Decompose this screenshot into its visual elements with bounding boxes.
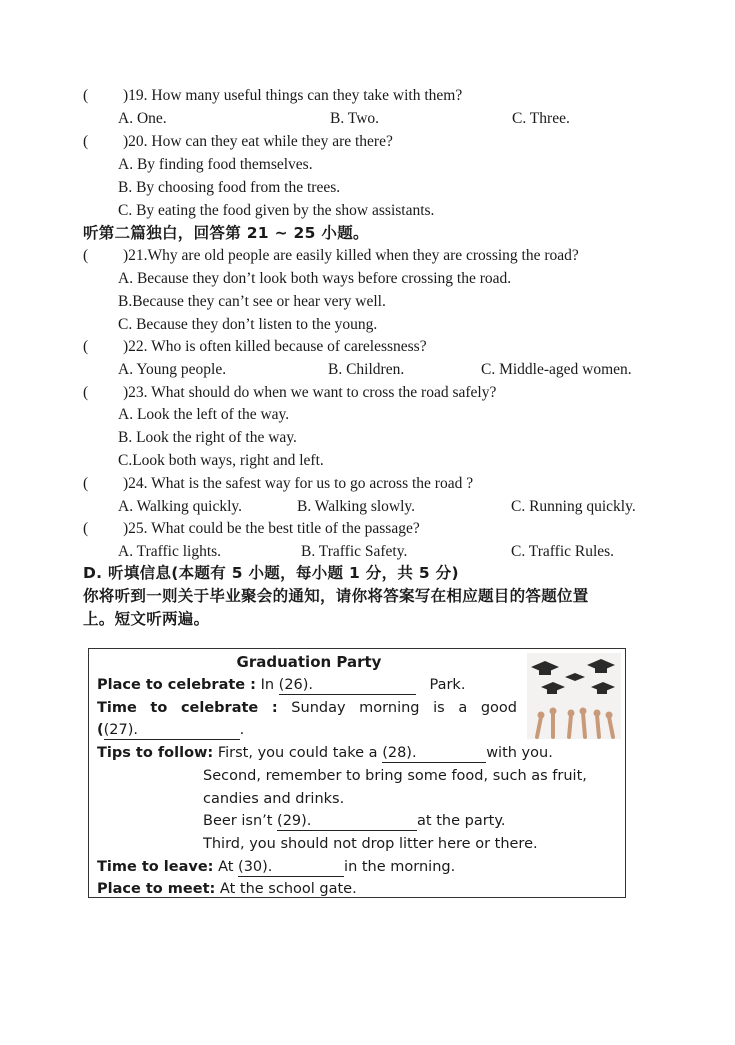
option-b: B.Because they can’t see or hear very well. [118, 293, 386, 310]
tips-second-line-1: Second, remember to bring some food, such as fruit, [203, 768, 587, 784]
time-to-celebrate-line: Time to celebrate : Sunday morning is a good [97, 700, 517, 716]
meet-label: Place to meet: [97, 881, 216, 897]
option-a: A. Look the left of the way. [118, 406, 290, 423]
question-20: ( )20. How can they eat while they are there? [83, 133, 393, 150]
option-a: A. Young people. [118, 361, 227, 378]
question-text: )24. What is the safest way for us to go across the road ? [123, 475, 474, 492]
place-to-celebrate-line: Place to celebrate : In (26). Park. [97, 677, 466, 693]
option-a: A. Traffic lights. [118, 543, 222, 560]
answer-paren[interactable]: ( [83, 384, 89, 401]
option-a: A. Because they don’t look both ways before crossing the road. [118, 270, 512, 287]
option-b: B. By choosing food from the trees. [118, 179, 341, 196]
notice-title: Graduation Party [236, 653, 382, 671]
question-22 [83, 337, 427, 357]
option-a: A. One. [118, 110, 167, 127]
option-b: B. Look the right of the way. [118, 429, 297, 446]
blank-29[interactable]: (29). [277, 813, 417, 831]
option-c: C. Three. [512, 110, 570, 127]
option-c: C. Running quickly. [511, 498, 636, 515]
option-b: B. Children. [328, 361, 405, 378]
section-d-instruction-2: 上。短文听两遍。 [83, 610, 210, 628]
answer-paren[interactable]: ( [83, 247, 89, 264]
question-text: )23. What should do when we want to cross the road safely? [123, 384, 497, 401]
option-c: C. Traffic Rules. [511, 543, 615, 560]
question-19: ( )19. How many useful things can they take with them? [83, 87, 463, 104]
time-blank-line: ((27). . [97, 722, 245, 738]
question-text: How can they eat while they are there? [151, 133, 393, 150]
section-d-heading: D. 听填信息(本题有 5 小题，每小题 1 分，共 5 分) [83, 564, 459, 582]
section-d-instruction-1: 你将听到一则关于毕业聚会的通知，请你将答案写在相应题目的答题位置 [83, 587, 589, 605]
options-24 [118, 497, 658, 517]
option-b: B. Walking slowly. [297, 498, 416, 515]
time-to-leave-line: Time to leave: At (30). in the morning. [97, 859, 456, 875]
option-c: C.Look both ways, right and left. [118, 452, 324, 469]
answer-paren[interactable]: ( [83, 133, 89, 150]
place-label: Place to celebrate : [97, 677, 256, 693]
question-25 [83, 519, 420, 539]
question-text: )25. What could be the best title of the passage? [123, 520, 420, 537]
place-to-meet-line: Place to meet: At the school gate. [97, 881, 357, 897]
graduation-party-notice [88, 648, 626, 898]
tips-third-line: Third, you should not drop litter here or there. [203, 836, 538, 852]
blank-26[interactable]: (26). [279, 677, 416, 695]
tips-line: Tips to follow: First, you could take a (28). with you. [97, 745, 553, 761]
beer-line: Beer isn’t (29). at the party. [203, 813, 506, 829]
option-b: B. Two. [330, 110, 380, 127]
answer-paren[interactable]: ( [83, 520, 89, 537]
graduation-caps-icon [527, 653, 621, 739]
option-c: C. By eating the food given by the show assistants. [118, 202, 435, 219]
question-24 [83, 474, 473, 494]
question-text: )21.Why are old people are easily killed when they are crossing the road? [123, 247, 579, 264]
option-a: A. By finding food themselves. [118, 156, 313, 173]
option-c: C. Because they don’t listen to the young. [118, 316, 378, 333]
options-22 [118, 360, 658, 380]
blank-30[interactable]: (30). [238, 859, 344, 877]
section-2-heading: 听第二篇独白，回答第 21 ~ 25 小题。 [83, 224, 369, 242]
option-b: B. Traffic Safety. [301, 543, 408, 560]
answer-paren[interactable]: ( [83, 338, 89, 355]
option-c: C. Middle-aged women. [481, 361, 632, 378]
question-text: How many useful things can they take with them? [151, 87, 463, 104]
options-19 [118, 109, 638, 129]
answer-paren[interactable]: ( [83, 87, 89, 104]
question-text: )22. Who is often killed because of carelessness? [123, 338, 427, 355]
answer-paren[interactable]: ( [83, 475, 89, 492]
question-23 [83, 383, 496, 403]
tips-second-line-2: candies and drinks. [203, 791, 345, 807]
leave-label: Time to leave: [97, 859, 214, 875]
tips-label: Tips to follow: [97, 745, 214, 761]
question-21 [83, 246, 579, 266]
blank-27[interactable]: (27). [104, 722, 240, 740]
option-a: A. Walking quickly. [118, 498, 243, 515]
blank-28[interactable]: (28). [382, 745, 486, 763]
options-25 [118, 542, 658, 562]
